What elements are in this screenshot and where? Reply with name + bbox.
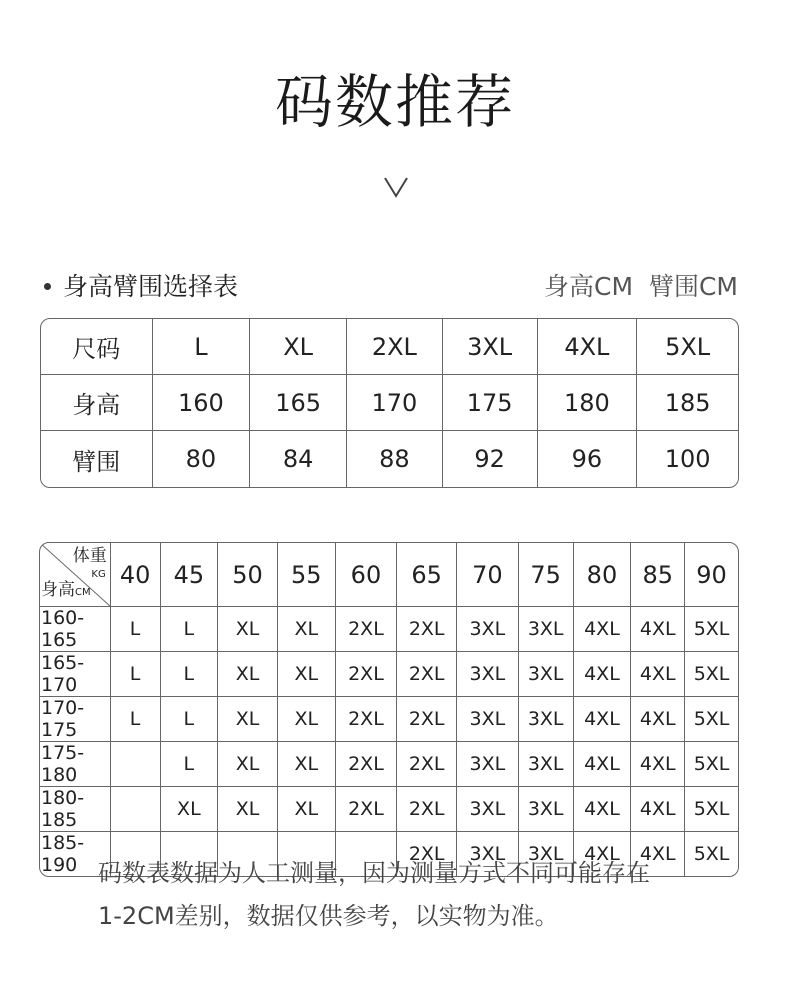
unit-legend: 身高CM 臂围CM (544, 272, 738, 301)
size-cell: 4XL (574, 607, 632, 652)
size-cell: 5XL (685, 742, 738, 787)
size-cell: 4XL (574, 652, 632, 697)
table-row (40, 607, 738, 652)
height-range-cell: 180-185 (40, 787, 111, 832)
size-cell: XL (218, 652, 278, 697)
table-cell: XL (250, 319, 347, 375)
size-cell: 2XL (397, 787, 457, 832)
section-heading (44, 270, 238, 304)
table-cell: 160 (153, 375, 251, 431)
size-cell: 4XL (631, 607, 685, 652)
size-cell: 4XL (631, 742, 685, 787)
size-cell: XL (218, 607, 278, 652)
size-cell: L (111, 607, 161, 652)
table-cell: 80 (153, 431, 251, 487)
size-cell: XL (278, 607, 336, 652)
size-cell: 4XL (574, 787, 632, 832)
size-cell: XL (278, 742, 336, 787)
size-cell: 3XL (519, 832, 574, 876)
table-cell: 96 (538, 431, 638, 487)
chevron-down-icon (383, 176, 409, 198)
row-header-cell: 臂围 (41, 431, 153, 487)
size-cell: 2XL (397, 697, 457, 742)
size-cell: 2XL (336, 652, 398, 697)
size-cell: 3XL (457, 787, 519, 832)
weight-header-cell: 55 (278, 543, 336, 607)
row-header-cell: 身高 (41, 375, 153, 431)
weight-height-size-table (39, 542, 739, 877)
size-cell (111, 742, 161, 787)
size-cell: 4XL (631, 832, 685, 876)
size-cell: L (161, 652, 219, 697)
table-cell: 100 (664, 445, 711, 473)
table-row (40, 697, 738, 742)
table-cell: 88 (347, 431, 443, 487)
size-cell: 2XL (397, 742, 457, 787)
table-cell: 165 (250, 375, 347, 431)
size-cell: 3XL (457, 607, 519, 652)
section-heading-text: 身高臂围选择表 (63, 272, 239, 301)
table-cell: 5XL (637, 319, 738, 375)
disclaimer-note (98, 852, 738, 938)
table-row (41, 375, 738, 431)
weight-header-cell: 75 (519, 543, 574, 607)
size-cell: 5XL (685, 697, 738, 742)
bullet-icon (44, 283, 51, 290)
size-cell: 5XL (685, 652, 738, 697)
size-cell: 2XL (336, 697, 398, 742)
height-range-cell: 165-170 (40, 652, 111, 697)
size-cell: 3XL (519, 607, 574, 652)
table-cell: 170 (347, 375, 443, 431)
table-row (41, 431, 738, 487)
weight-header-cell: 50 (218, 543, 278, 607)
size-cell: 5XL (685, 787, 738, 832)
table-row (40, 652, 738, 697)
row-header-cell: 尺码 (41, 319, 153, 375)
size-cell: 2XL (336, 787, 398, 832)
size-cell: L (111, 697, 161, 742)
table-cell: 92 (443, 431, 538, 487)
size-cell: 2XL (397, 607, 457, 652)
size-cell: 3XL (519, 742, 574, 787)
height-range-cell: 185-190 (40, 832, 111, 876)
weight-header-cell: 85 (631, 543, 685, 607)
size-chart-table (40, 318, 739, 488)
size-cell: 4XL (631, 787, 685, 832)
size-cell: 3XL (519, 697, 574, 742)
page-title: 码数推荐 (274, 68, 515, 136)
size-cell: 5XL (685, 607, 738, 652)
table-cell: L (153, 319, 251, 375)
table-cell: 2XL (347, 319, 443, 375)
size-cell: 2XL (336, 742, 398, 787)
table-corner-header (40, 543, 111, 607)
size-cell: XL (218, 697, 278, 742)
size-cell: 5XL (693, 843, 730, 865)
size-cell: 3XL (457, 832, 519, 876)
size-cell: 3XL (457, 652, 519, 697)
height-axis-label: 身高CM (41, 580, 91, 600)
table-cell: 4XL (538, 319, 638, 375)
weight-unit-label: KG (91, 569, 106, 580)
size-cell: 3XL (457, 742, 519, 787)
weight-header-cell: 80 (574, 543, 632, 607)
size-cell: 2XL (397, 652, 457, 697)
table-row (40, 787, 738, 832)
size-cell: XL (218, 787, 278, 832)
size-cell: 4XL (631, 652, 685, 697)
weight-header-cell: 90 (685, 543, 738, 607)
table-row (40, 742, 738, 787)
height-range-cell: 175-180 (40, 742, 111, 787)
table-cell: 175 (443, 375, 538, 431)
height-range-cell: 170-175 (40, 697, 111, 742)
size-cell: XL (278, 697, 336, 742)
size-cell: 2XL (336, 607, 398, 652)
size-cell: 4XL (574, 697, 632, 742)
size-cell: 4XL (574, 742, 632, 787)
size-cell: XL (278, 652, 336, 697)
table-cell: 84 (250, 431, 347, 487)
size-cell: L (161, 607, 219, 652)
size-cell: XL (161, 787, 219, 832)
weight-header-cell: 60 (336, 543, 398, 607)
size-cell: XL (278, 787, 336, 832)
size-cell: 2XL (397, 832, 457, 876)
weight-header-cell: 70 (457, 543, 519, 607)
note-line: 1-2CM差别，数据仅供参考，以实物为准。 (98, 902, 559, 930)
note-line: 码数表数据为人工测量，因为测量方式不同可能存在 (98, 859, 650, 887)
size-cell: 3XL (519, 787, 574, 832)
size-cell: L (111, 652, 161, 697)
size-cell: 3XL (457, 697, 519, 742)
weight-header-cell: 40 (111, 543, 161, 607)
weight-header-cell: 45 (161, 543, 219, 607)
table-row (41, 319, 738, 375)
size-cell: L (161, 742, 219, 787)
size-cell: 4XL (574, 832, 632, 876)
size-cell: L (161, 697, 219, 742)
height-range-cell: 160-165 (40, 607, 111, 652)
size-cell: 3XL (519, 652, 574, 697)
size-cell (111, 787, 161, 832)
weight-header-cell: 65 (397, 543, 457, 607)
size-cell: 4XL (631, 697, 685, 742)
weight-axis-label: 体重 (72, 546, 107, 566)
table-cell: 185 (637, 375, 738, 431)
table-cell: 180 (538, 375, 638, 431)
table-cell: 3XL (443, 319, 538, 375)
size-cell: XL (218, 742, 278, 787)
